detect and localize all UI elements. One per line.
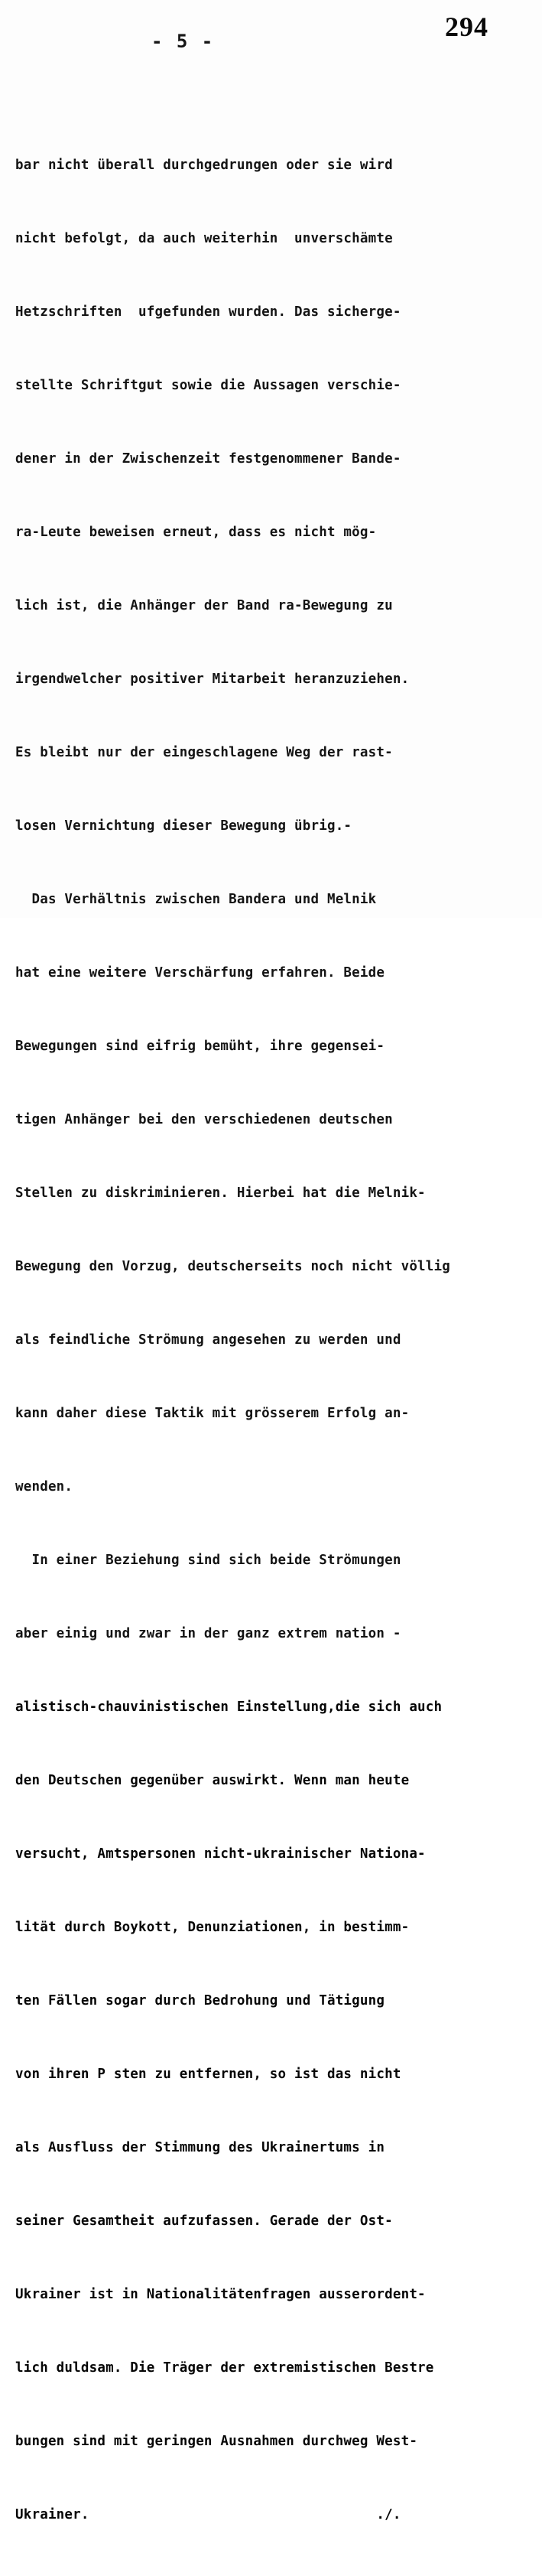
text-line: irgendwelcher positiver Mitarbeit heranzuziehen. <box>15 672 410 687</box>
text-line: bungen sind mit geringen Ausnahmen durchweg West- <box>15 2434 418 2449</box>
text-line: als Ausfluss der Stimmung des Ukrainertums in <box>15 2140 385 2155</box>
text-line: seiner Gesamtheit aufzufassen. Gerade der Ost- <box>15 2213 393 2229</box>
body-text <box>15 104 535 2576</box>
text-line: als feindliche Strömung angesehen zu werden und <box>15 1332 401 1348</box>
text-line: tigen Anhänger bei den verschiedenen deutschen <box>15 1112 393 1127</box>
archive-folio-number: 294 <box>445 11 488 42</box>
text-line: nicht befolgt, da auch weiterhin unverschämte <box>15 231 393 246</box>
text-line: In einer Beziehung sind sich beide Strömungen <box>15 1553 401 1568</box>
text-line: Es bleibt nur der eingeschlagene Weg der rast- <box>15 745 393 760</box>
text-line: ten Fällen sogar durch Bedrohung und Tätigung <box>15 1993 385 2008</box>
text-line: dener in der Zwischenzeit festgenommener Bande- <box>15 451 401 467</box>
text-line: Das Verhältnis zwischen Bandera und Melnik <box>15 892 377 907</box>
text-line: den Deutschen gegenüber auswirkt. Wenn man heute <box>15 1773 410 1788</box>
text-line: losen Vernichtung dieser Bewegung übrig.- <box>15 818 352 834</box>
text-line: stellte Schriftgut sowie die Aussagen verschie- <box>15 378 401 393</box>
text-line: wenden. <box>15 1479 73 1495</box>
text-line: lich duldsam. Die Träger der extremistischen Bestre <box>15 2360 434 2376</box>
text-line: hat eine weitere Verschärfung erfahren. Beide <box>15 965 385 981</box>
text-line: alistisch-chauvinistischen Einstellung,die sich auch <box>15 1699 443 1715</box>
text-line: Ukrainer. ./. <box>15 2507 401 2522</box>
text-line: Bewegungen sind eifrig bemüht, ihre gegensei- <box>15 1039 385 1054</box>
text-line: versucht, Amtspersonen nicht-ukrainischer Nationa- <box>15 1846 426 1862</box>
text-line: Stellen zu diskriminieren. Hierbei hat die Melnik- <box>15 1186 426 1201</box>
text-line: kann daher diese Taktik mit grösserem Erfolg an- <box>15 1406 410 1421</box>
text-line: Bewegung den Vorzug, deutscherseits noch nicht völlig <box>15 1259 451 1274</box>
text-line: aber einig und zwar in der ganz extrem nation - <box>15 1626 401 1641</box>
page-number: - 5 - <box>151 31 215 52</box>
text-line: Hetzschriften ufgefunden wurden. Das sicherge- <box>15 304 401 320</box>
text-line: ra-Leute beweisen erneut, dass es nicht mög- <box>15 525 377 540</box>
text-line: lität durch Boykott, Denunziationen, in bestimm- <box>15 1920 410 1935</box>
text-line: bar nicht überall durchgedrungen oder sie wird <box>15 158 393 173</box>
text-line: von ihren P sten zu entfernen, so ist das nicht <box>15 2067 401 2082</box>
text-line: Ukrainer ist in Nationalitätenfragen ausserordent- <box>15 2287 426 2302</box>
text-line: lich ist, die Anhänger der Band ra-Bewegung zu <box>15 598 393 613</box>
